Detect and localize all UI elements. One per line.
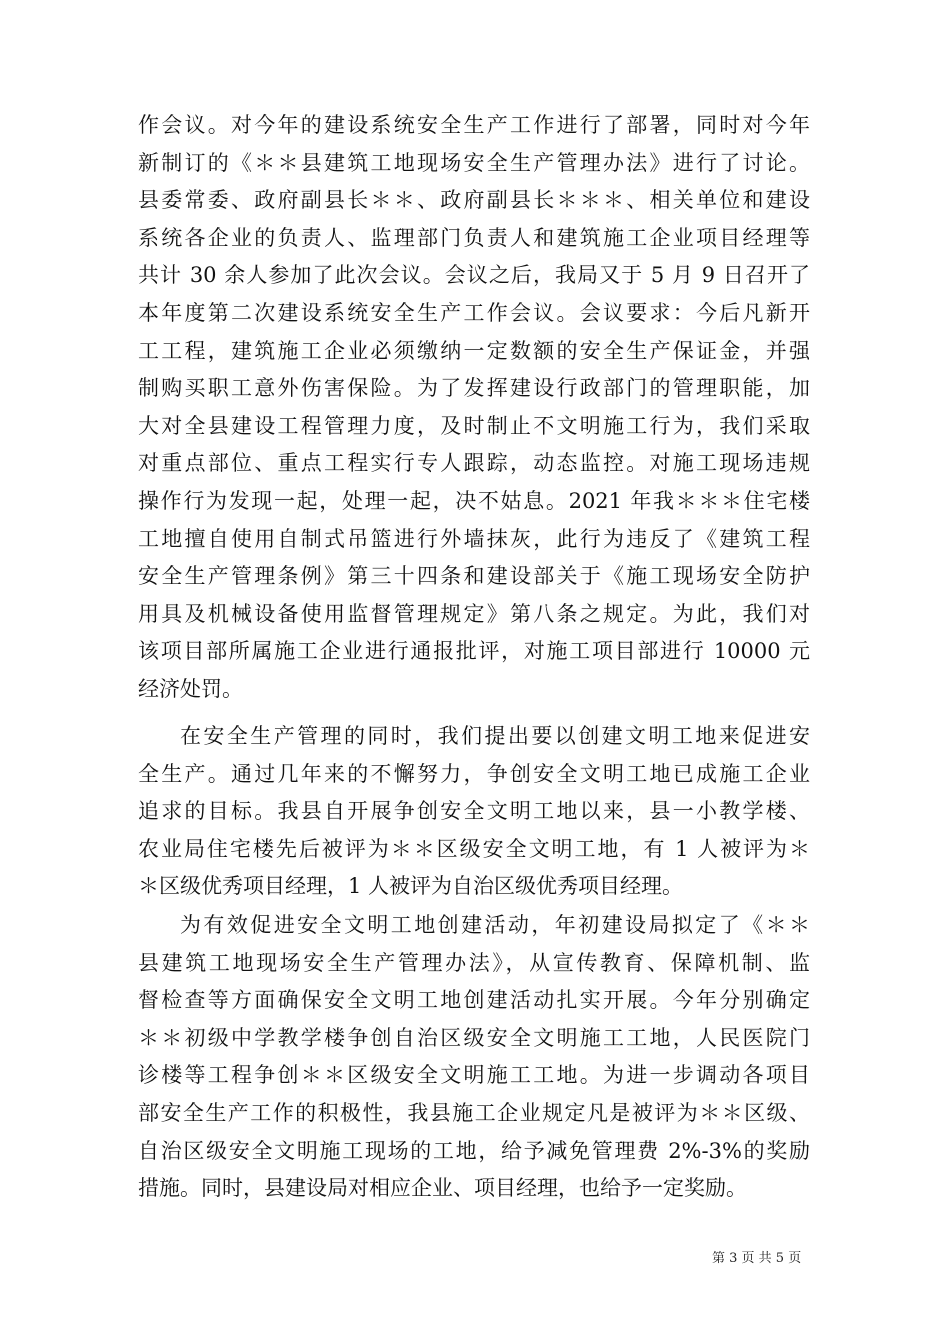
paragraph-3-line: 诊楼等工程争创＊＊区级安全文明施工工地。为进一步调动各项目 — [138, 1063, 810, 1088]
paragraph-1-line: 该项目部所属施工企业进行通报批评，对施工项目部进行 10000 元 — [138, 639, 810, 664]
paragraph-1-line: 系统各企业的负责人、监理部门负责人和建筑施工企业项目经理等 — [138, 225, 810, 250]
paragraph-1-line: 操作行为发现一起，处理一起，决不姑息。2021 年我＊＊＊住宅楼 — [138, 489, 810, 513]
paragraph-3-line: 县建筑工地现场安全生产管理办法》，从宣传教育、保障机制、监 — [138, 950, 810, 975]
paragraph-1-line: 作会议。对今年的建设系统安全生产工作进行了部署，同时对今年 — [138, 113, 810, 137]
paragraph-3-line: 自治区级安全文明施工现场的工地，给予减免管理费 2%-3%的奖励 — [138, 1138, 810, 1163]
paragraph-2-line: 全生产。通过几年来的不懈努力，争创安全文明工地已成施工企业 — [138, 761, 810, 786]
paragraph-2-line: 追求的目标。我县自开展争创安全文明工地以来，县一小教学楼、 — [138, 799, 810, 824]
paragraph-1-line: 县委常委、政府副县长＊＊、政府副县长＊＊＊、相关单位和建设 — [138, 188, 810, 213]
paragraph-1-line: 新制订的《＊＊县建筑工地现场安全生产管理办法》进行了讨论。 — [138, 150, 810, 175]
paragraph-1-line: 安全生产管理条例》第三十四条和建设部关于《施工现场安全防护 — [138, 564, 810, 589]
paragraph-3-line: 为有效促进安全文明工地创建活动，年初建设局拟定了《＊＊ — [180, 913, 810, 937]
paragraph-3-line: ＊＊初级中学教学楼争创自治区级安全文明施工工地，人民医院门 — [138, 1025, 810, 1050]
paragraph-1-line: 制购买职工意外伤害保险。为了发挥建设行政部门的管理职能，加 — [138, 376, 810, 401]
paragraph-3-line: 督检查等方面确保安全文明工地创建活动扎实开展。今年分别确定 — [138, 988, 810, 1013]
paragraph-1-line: 用具及机械设备使用监督管理规定》第八条之规定。为此，我们对 — [138, 601, 810, 626]
paragraph-1-line: 工工程，建筑施工企业必须缴纳一定数额的安全生产保证金，并强 — [138, 338, 810, 363]
paragraph-1-line: 对重点部位、重点工程实行专人跟踪，动态监控。对施工现场违规 — [138, 451, 810, 476]
paragraph-2-line: ＊区级优秀项目经理，1 人被评为自治区级优秀项目经理。 — [138, 874, 684, 899]
paragraph-2-line: 在安全生产管理的同时，我们提出要以创建文明工地来促进安 — [180, 724, 810, 748]
page-number-footer: 第 3 页 共 5 页 — [712, 1251, 802, 1266]
paragraph-3-line: 措施。同时，县建设局对相应企业、项目经理，也给予一定奖励。 — [138, 1176, 747, 1201]
paragraph-1-line: 经济处罚。 — [138, 677, 243, 701]
paragraph-1-line: 共计 30 余人参加了此次会议。会议之后，我局又于 5 月 9 日召开了 — [138, 263, 810, 288]
paragraph-1-line: 工地擅自使用自制式吊篮进行外墙抹灰，此行为违反了《建筑工程 — [138, 526, 810, 551]
paragraph-2-line: 农业局住宅楼先后被评为＊＊区级安全文明工地，有 1 人被评为＊ — [138, 836, 810, 861]
paragraph-1-line: 本年度第二次建设系统安全生产工作会议。会议要求：今后凡新开 — [138, 301, 810, 325]
paragraph-3-line: 部安全生产工作的积极性，我县施工企业规定凡是被评为＊＊区级、 — [138, 1101, 810, 1125]
paragraph-1-line: 大对全县建设工程管理力度，及时制止不文明施工行为，我们采取 — [138, 413, 810, 438]
